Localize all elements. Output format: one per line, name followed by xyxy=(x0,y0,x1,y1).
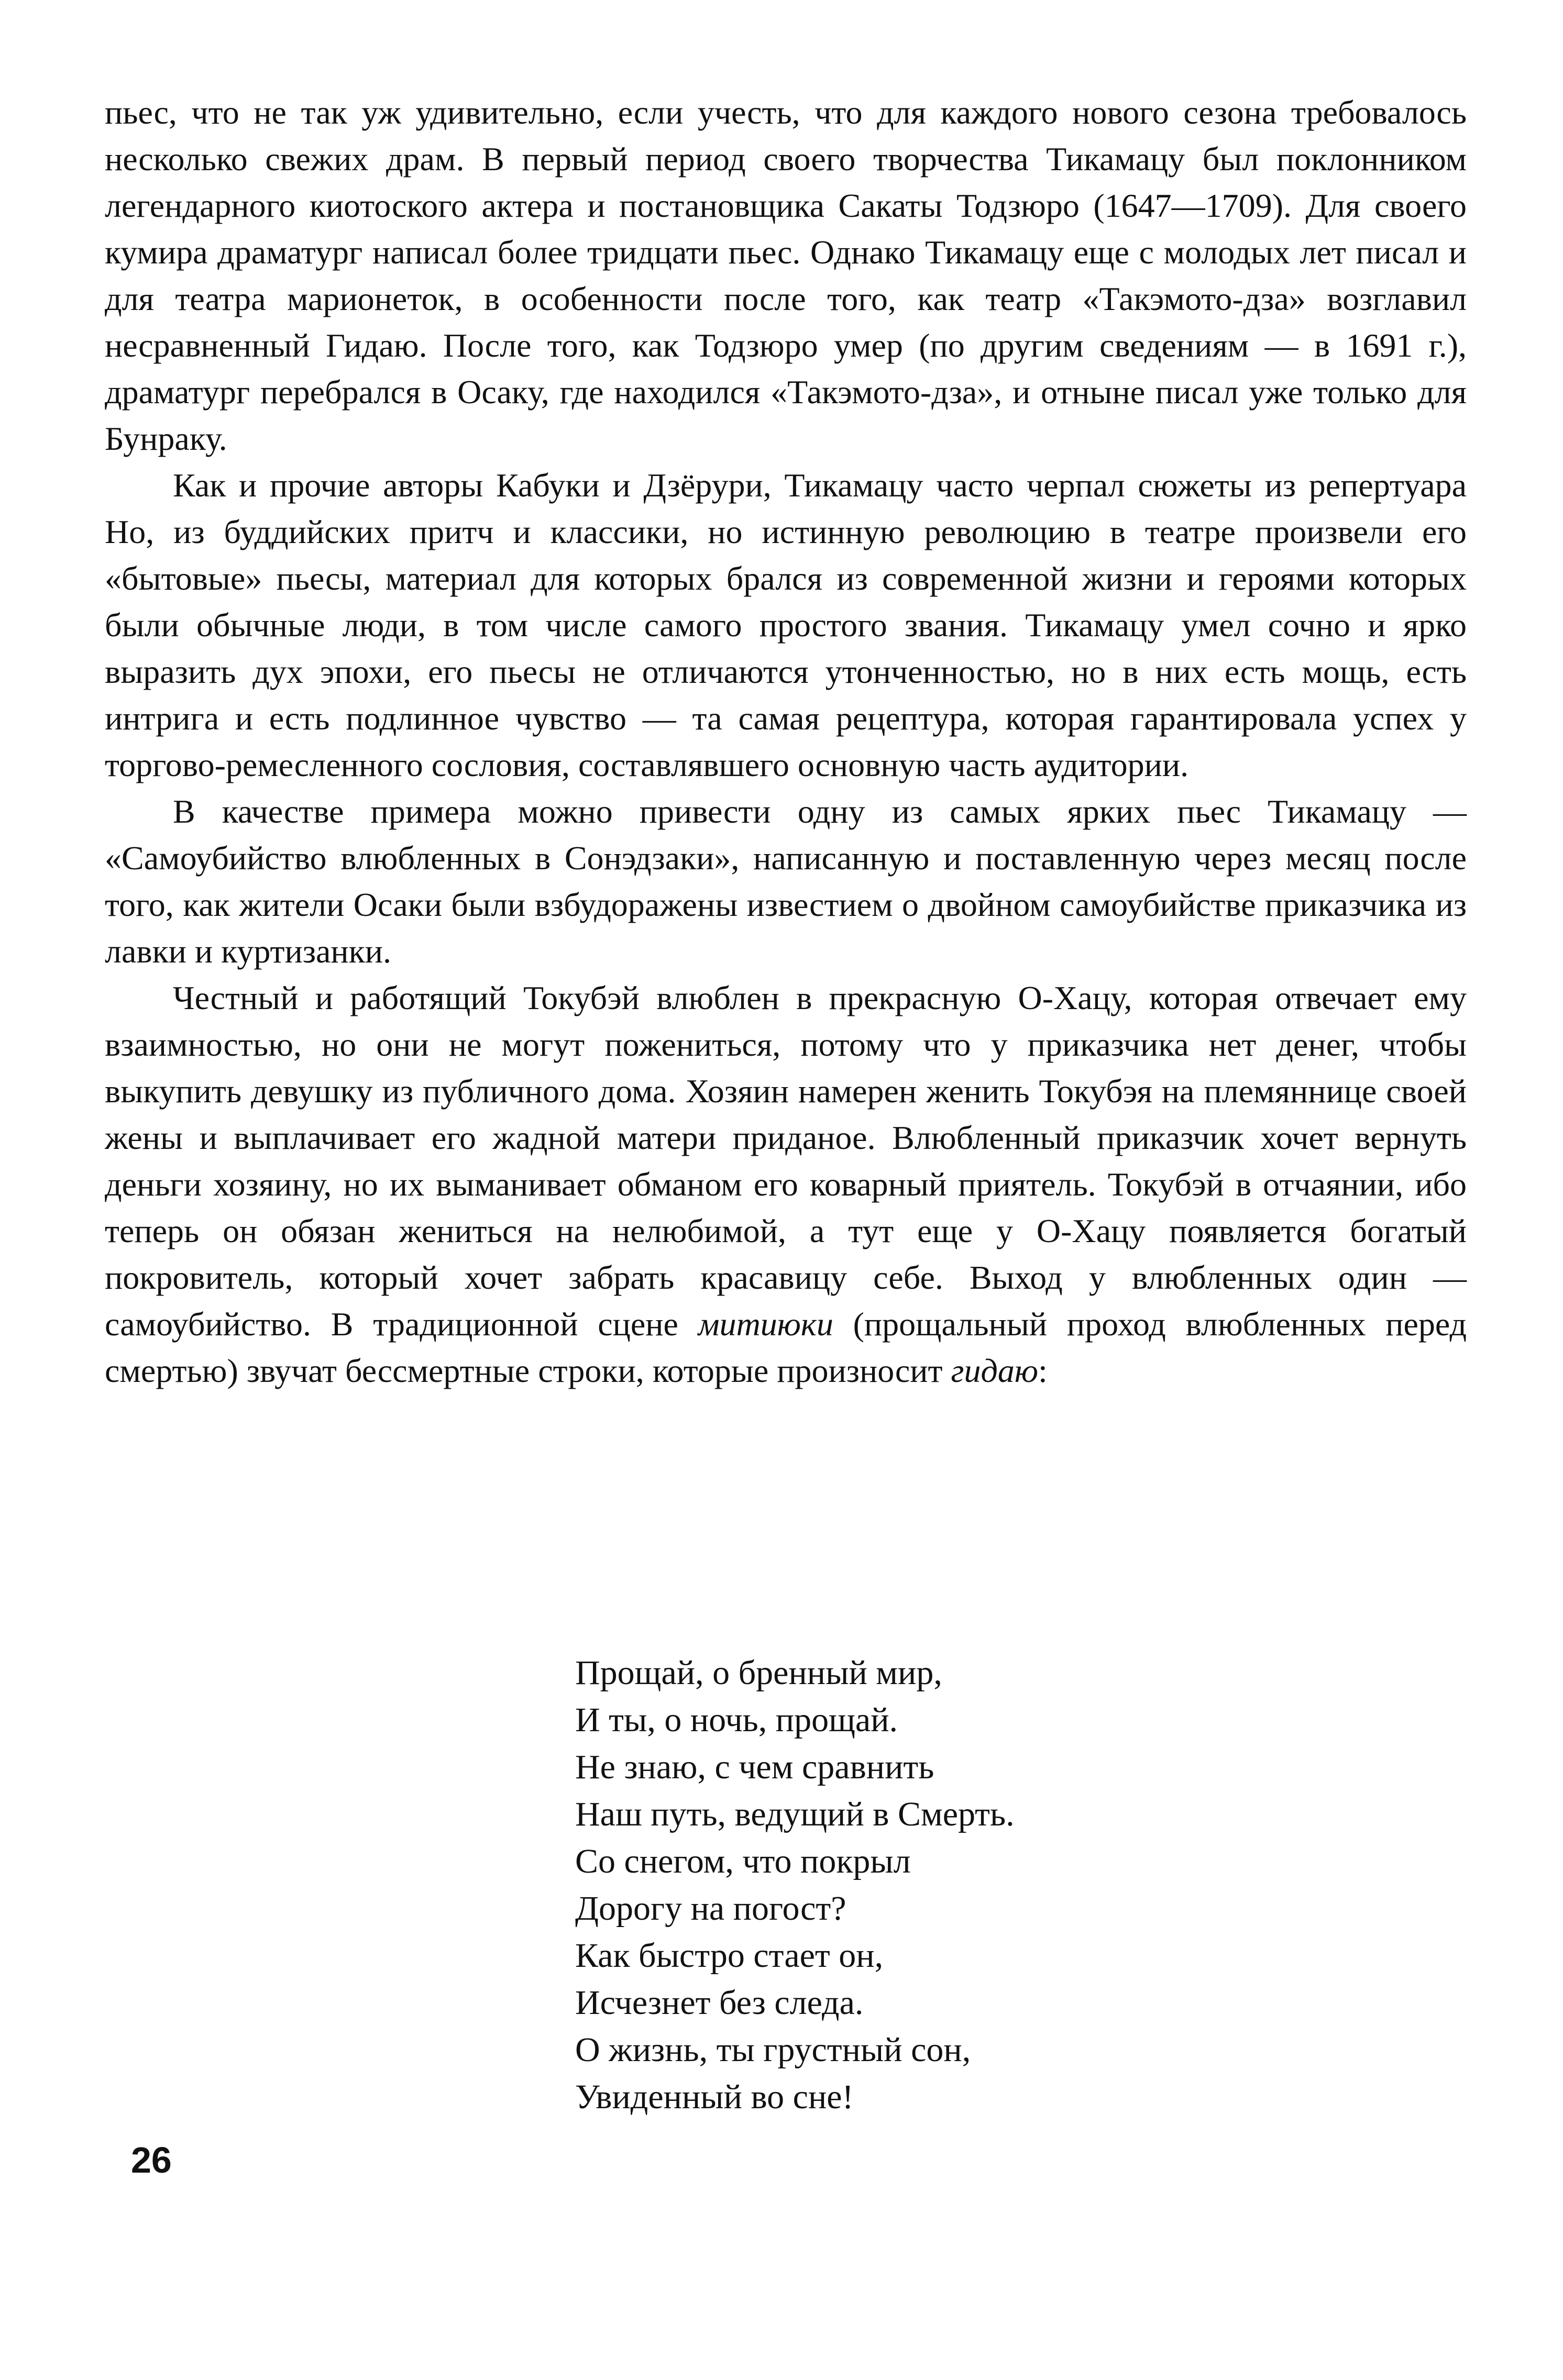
poem-line: Как быстро стает он, xyxy=(575,1936,884,1975)
paragraph-2-text: Как и прочие авторы Кабуки и Дзёрури, Тикамацу часто черпал сюжеты из репертуара Но, из буддийских притч и классики, но истинную революцию в театре произвели его «бытовые» пьесы, материал для которых брался из современной жизни и героями которых были обычные люди, в том числе самого простого звания. Тикамацу умел сочно и ярко выразить дух эпохи, его пьесы не отличаются утонченностью, но в них есть мощь, есть интрига и есть подлинное чувство — та самая рецептура, которая гарантировала успех у торгово-ремесленного сословия, составлявшего основную часть аудитории. xyxy=(105,467,1467,783)
paragraph-1-text: пьес, что не так уж удивительно, если учесть, что для каждого нового сезона требовалось несколько свежих драм. В первый период своего творчества Тикамацу был поклонником легендарного киотоского актера и постановщика Сакаты Тодзюро (1647—1709). Для своего кумира драматург написал более тридцати пьес. Однако Тикамацу еще с молодых лет писал и для театра марионеток, в особенности после того, как театр «Такэмото-дза» возглавил несравненный Гидаю. После того, как Тодзюро умер (по другим сведениям — в 1691 г.), драматург перебрался в Осаку, где находился «Такэмото-дза», и отныне писал уже только для Бунраку. xyxy=(105,94,1467,457)
poem-line: Дорогу на погост? xyxy=(575,1889,846,1928)
paragraph-4 xyxy=(105,975,1467,1394)
body-text xyxy=(105,89,1467,1394)
poem-line: Наш путь, ведущий в Смерть. xyxy=(575,1795,1015,1833)
paragraph-4-text: Честный и работящий Токубэй влюблен в прекрасную О-Хацу, которая отвечает ему взаимностью, но они не могут пожениться, потому что у приказчика нет денег, чтобы выкупить девушку из публичного дома. Хозяин намерен женить Токубэя на племяннице своей жены и выплачивает его жадной матери приданое. Влюбленный приказчик хочет вернуть деньги хозяину, но их выманивает обманом его коварный приятель. Токубэй в отчаянии, ибо теперь он обязан жениться на нелюбимой, а тут еще у О-Хацу появляется богатый покровитель, который хочет забрать красавицу себе. Выход у влюбленных один — самоубийство. В традиционной сцене xyxy=(105,979,1467,1343)
paragraph-4-text-cont: (прощальный проход влюбленных перед смертью) звучат бессмертные строки, которые произносит xyxy=(105,1305,1467,1389)
poem-line: Увиденный во сне! xyxy=(575,2078,854,2116)
poem-line: Исчезнет без следа. xyxy=(575,1984,864,2022)
poem-line: Прощай, о бренный мир, xyxy=(575,1654,942,1692)
paragraph-4-colon: : xyxy=(1038,1352,1048,1389)
term-michiyuki: митиюки xyxy=(698,1305,833,1343)
paragraph-3-text: В качестве примера можно привести одну из самых ярких пьес Тикамацу — «Самоубийство влюбленных в Сонэдзаки», написанную и поставленную через месяц после того, как жители Осаки были взбудоражены известием о двойном самоубийстве приказчика из лавки и куртизанки. xyxy=(105,793,1467,970)
poem-line: И ты, о ночь, прощай. xyxy=(575,1701,898,1739)
poem xyxy=(575,1650,1308,2121)
page-number: 26 xyxy=(131,2140,172,2180)
paragraph-2 xyxy=(105,462,1467,788)
term-gidayu: гидаю xyxy=(951,1352,1038,1389)
paragraph-3 xyxy=(105,788,1467,975)
poem-line: Не знаю, с чем сравнить xyxy=(575,1748,934,1786)
poem-line: О жизнь, ты грустный сон, xyxy=(575,2031,971,2069)
poem-line: Со снегом, что покрыл xyxy=(575,1842,911,1880)
paragraph-1 xyxy=(105,89,1467,462)
